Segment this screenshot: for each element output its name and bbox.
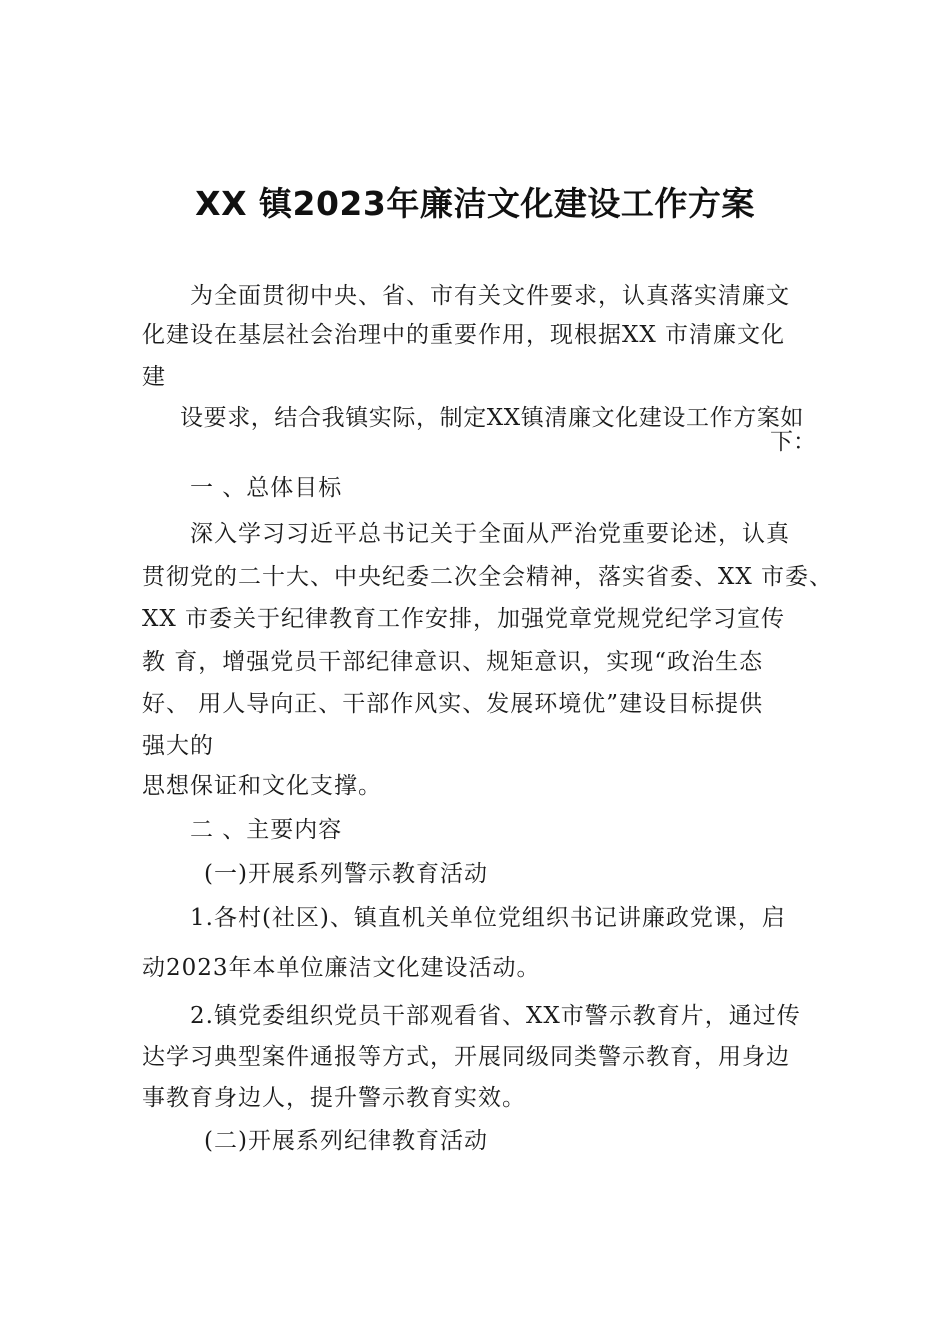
section-heading: 一 、总体目标 [190,475,343,501]
paragraph-line: 教 育，增强党员干部纪律意识、规矩意识，实现“政治生态 [142,649,764,675]
paragraph-line: 设要求，结合我镇实际，制定XX镇清廉文化建设工作方案如 [180,405,804,431]
paragraph-line: 下： [770,429,816,455]
paragraph-line: 动2023年本单位廉洁文化建设活动。 [142,955,541,981]
paragraph-line: 事教育身边人，提升警示教育实效。 [142,1085,526,1111]
subsection-heading: (一)开展系列警示教育活动 [204,861,488,887]
paragraph-line: 好、 用人导向正、干部作风实、发展环境优”建设目标提供 [142,691,764,717]
document-title: XX 镇2023年廉洁文化建设工作方案 [195,184,755,223]
section-heading: 二 、主要内容 [190,817,343,843]
paragraph-line: 建 [142,364,166,390]
paragraph-line: 达学习典型案件通报等方式，开展同级同类警示教育，用身边 [142,1044,790,1070]
paragraph-line: 深入学习习近平总书记关于全面从严治党重要论述，认真 [190,521,790,547]
paragraph-line: 贯彻党的二十大、中央纪委二次全会精神，落实省委、XX 市委、 [142,564,834,590]
paragraph-line: 1.各村(社区)、镇直机关单位党组织书记讲廉政党课，启 [190,905,786,931]
paragraph-line: 为全面贯彻中央、省、市有关文件要求，认真落实清廉文 [190,283,790,309]
subsection-heading: (二)开展系列纪律教育活动 [204,1128,488,1154]
paragraph-line: 思想保证和文化支撑。 [142,773,382,799]
paragraph-line: XX 市委关于纪律教育工作安排，加强党章党规党纪学习宣传 [142,606,786,632]
paragraph-line: 2.镇党委组织党员干部观看省、XX市警示教育片，通过传 [190,1003,801,1029]
paragraph-line: 强大的 [142,733,214,759]
paragraph-line: 化建设在基层社会治理中的重要作用，现根据XX 市清廉文化 [142,322,786,348]
